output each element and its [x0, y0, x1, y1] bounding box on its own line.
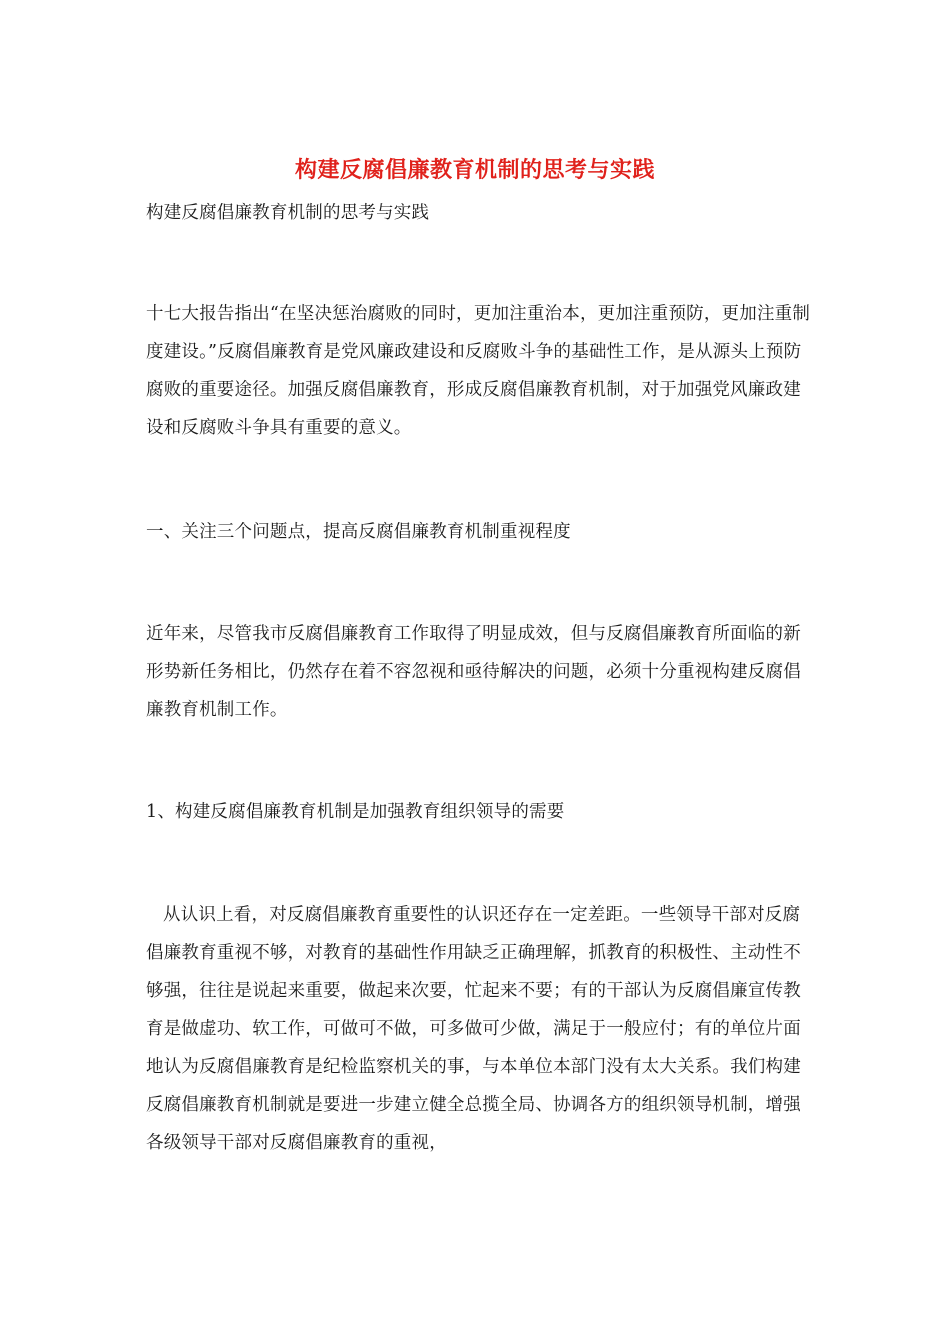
section-heading-2: 1、构建反腐倡廉教育机制是加强教育组织领导的需要 [146, 802, 565, 822]
paragraph-2: 近年来，尽管我市反腐倡廉教育工作取得了明显成效，但与反腐倡廉教育所面临的新形势新任务相比，仍然存在着不容忽视和亟待解决的问题，必须十分重视构建反腐倡廉教育机制工作。 [146, 624, 801, 720]
document-title: 构建反腐倡廉教育机制的思考与实践 [294, 157, 655, 183]
document-subtitle: 构建反腐倡廉教育机制的思考与实践 [146, 203, 430, 223]
paragraph-3: 从认识上看，对反腐倡廉教育重要性的认识还存在一定差距。一些领导干部对反腐倡廉教育重视不够，对教育的基础性作用缺乏正确理解，抓教育的积极性、主动性不够强，往往是说起来重要，做起来次要，忙起来不要；有的干部认为反腐倡廉宣传教育是做虚功、软工作，可做可不做，可多做可少做，满足于一般应付；有的单位片面地认为反腐倡廉教育是纪检监察机关的事，与本单位本部门没有太大关系。我们构建反腐倡廉教育机制就是要进一步建立健全总揽全局、协调各方的组织领导机制，增强各级领导干部对反腐倡廉教育的重视， [146, 905, 801, 1153]
section-heading-1: 一、关注三个问题点，提高反腐倡廉教育机制重视程度 [146, 522, 571, 542]
paragraph-intro: 十七大报告指出“在坚决惩治腐败的同时，更加注重治本，更加注重预防，更加注重制度建设。”反腐倡廉教育是党风廉政建设和反腐败斗争的基础性工作，是从源头上预防腐败的重要途径。加强反腐倡廉教育，形成反腐倡廉教育机制，对于加强党风廉政建设和反腐败斗争具有重要的意义。 [146, 304, 811, 438]
